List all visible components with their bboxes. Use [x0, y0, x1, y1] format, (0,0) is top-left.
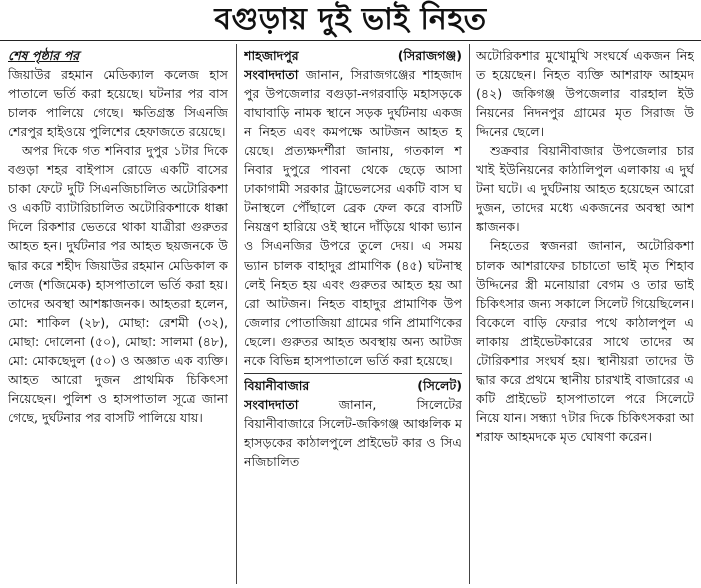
subsection-rule [244, 373, 462, 374]
col1-paragraph-1: জিয়াউর রহমান মেডিক্যাল কলেজ হাসপাতালে ভর্তি করা হয়েছে। ঘটনার পর বাস চালক পালিয়ে গেছে। ক্ষতিগ্রস্ত সিএনজি শেরপুর হাইওয়ে পুলিশের হেফাজতে রয়েছে। [8, 67, 228, 140]
column-divider-2 [469, 44, 470, 584]
dateline-shahjadpur [244, 46, 462, 65]
col3-paragraph-1: অটোরিকশার মুখোমুখি সংঘর্ষে একজন নিহত হয়েছেন। নিহত ব্যক্তি আশরাফ আহমদ (৪২) জকিগঞ্জ উপজেলার বারহাল ইউনিয়নের নিদনপুর গ্রামের মৃত সিরাজ উদ্দিনের ছেলে। [476, 48, 694, 140]
dateline-district: (সিলেট) [417, 377, 462, 393]
headline-rule [0, 40, 701, 41]
col2-paragraph-1 [244, 65, 462, 370]
dateline-source: সংবাদদাতা [244, 67, 299, 83]
dateline-source: সংবাদদাতা [244, 396, 299, 412]
dateline-place: শাহজাদপুর [244, 48, 299, 63]
continuation-kicker: শেষ পৃষ্ঠার পর [8, 48, 80, 63]
col2-paragraph-1-text: জানান, সিরাজগঞ্জের শাহজাদপুর উপজেলার বগুড়া-নগরবাড়ি মহাসড়কে বাঘাবাড়ি নামক স্থানে সড়ক দুর্ঘটনায় একজন নিহত এবং কমপক্ষে আটজন আহত হয়েছে। প্রত্যক্ষদর্শীরা জানায়, গতকাল শনিবার দুপুরে পাবনা থেকে ছেড়ে আসা ঢাকাগামী সরকার ট্রাভেলসের একটি বাস ঘটনাস্থলে পৌঁছালে ব্রেক ফেল করে বাসটি নিয়ন্ত্রণ হারিয়ে ওই স্থানে দাঁড়িয়ে থাকা ভ্যান ও সিএনজির উপরে তুলে দেয়। এ সময় ভ্যান চালক বাহাদুর প্রামাণিক (৪৫) ঘটনাস্থলেই নিহত হয় এবং গুরুতর আহত হয় আরো আটজন। নিহত বাহাদুর প্রামাণিক উপজেলার পোতাজিয়া গ্রামের গনি প্রামাণিকের ছেলে। গুরুতর আহত অবস্থায় অন্য আটজনকে বিভিন্ন হাসপাতালে ভর্তি করা হয়েছে। [244, 67, 462, 368]
column-1 [8, 46, 228, 586]
column-divider-1 [236, 44, 237, 584]
column-3 [476, 46, 694, 586]
column-2 [244, 46, 462, 586]
col3-paragraph-3: নিহতের স্বজনরা জানান, অটোরিকশা চালক আশরাফের চাচাতো ভাই মৃত শিহাব উদ্দিনের স্ত্রী মনোয়ারা বেগম ও তার ভাই চিকিৎসার জন্য সকালে সিলেট গিয়েছিলেন। বিকেলে বাড়ি ফেরার পথে কাঠালপুল এলাকায় প্রাইভেটকারের সাথে তাদের অটোরিকশার সংঘর্ষ হয়। স্থানীয়রা তাদের উদ্ধার করে প্রথমে স্থানীয় চারখাই বাজারের একটি প্রাইভেট হাসপাতালে পরে সিলেটে নিয়ে যান। সন্ধ্যা ৭টার দিকে চিকিৎসকরা আশরাফ আহমদকে মৃত ঘোষণা করেন। [476, 238, 694, 444]
dateline-beanibazar [244, 376, 462, 395]
col1-paragraph-2: অপর দিকে গত শনিবার দুপুর ১টার দিকে বগুড়া শহর বাইপাস রোডে একটি বাসের চাকা ফেটে দুটি সিএনজিচালিত অটোরিকশা ও একটি ব্যাটারিচালিত অটোরিকশাকে ধাক্কা দিলে রিকশার ভেতরে থাকা যাত্রীরা গুরুতর আহত হন। দুর্ঘটনার পর আহত ছয়জনকে উদ্ধার করে শহীদ জিয়াউর রহমান মেডিকাল কলেজ (শজিমেক) হাসপাতালে ভর্তি করা হয়। তাদের অবস্থা আশঙ্কাজনক। আহতরা হলেন, মো: শাকিল (২৮), মোছা: রেশমী (৩২), মোছা: দোলেনা (৫০), মোছা: সালমা (৪৮), মো: মোকছেদুল (৫০) ও অজ্ঞাত এক ব্যক্তি। আহত আরো দুজন প্রাথমিক চিকিৎসা নিয়েছেন। পুলিশ ও হাসপাতাল সূত্রে জানা গেছে, দুর্ঘটনার পর বাসটি পালিয়ে যায়। [8, 143, 228, 425]
dateline-place: বিয়ানীবাজার [244, 377, 310, 393]
col2-paragraph-2-text: জানান, সিলেটের বিয়ানীবাজারে সিলেট-জকিগঞ্জ আঞ্চলিক মহাসড়কের কাঠালপুলে প্রাইভেট কার ও সিএনজিচালিত [244, 396, 462, 469]
col3-paragraph-2: শুক্রবার বিয়ানীবাজার উপজেলার চারখাই ইউনিয়নের কাঠালিপুল এলাকায় এ দুর্ঘটনা ঘটে। এ দুর্ঘটনায় আহত হয়েছেন আরো দুজন, তাদের মধ্যে একজনের অবস্থা আশঙ্কাজনক। [476, 143, 694, 235]
col2-paragraph-2 [244, 395, 462, 471]
headline: বগুড়ায় দুই ভাই নিহত [214, 2, 487, 37]
dateline-district: (সিরাজগঞ্জ) [397, 48, 462, 63]
